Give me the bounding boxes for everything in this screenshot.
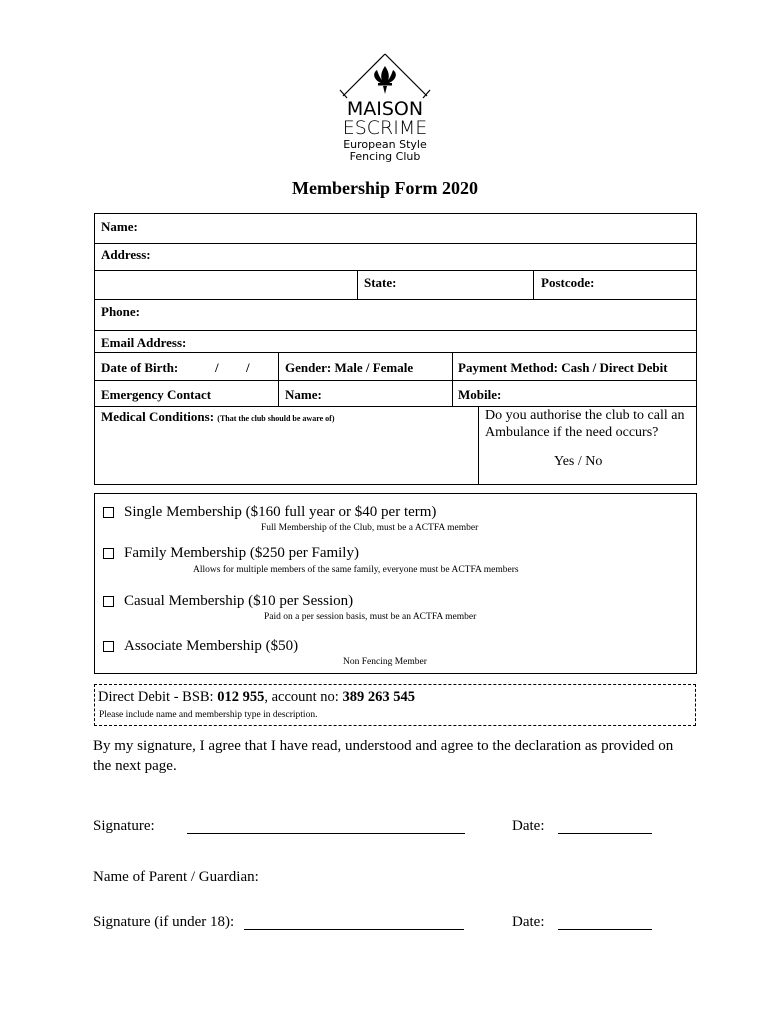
row-divider <box>95 299 696 300</box>
row-divider <box>95 380 696 381</box>
column-divider <box>452 352 453 406</box>
row-divider <box>95 243 696 244</box>
mobile-field[interactable]: Mobile: <box>458 387 502 402</box>
column-divider <box>533 270 534 299</box>
personal-details-table <box>94 213 697 485</box>
membership-description: Non Fencing Member <box>343 657 427 667</box>
date-label-2: Date: <box>512 914 545 930</box>
phone-field[interactable]: Phone: <box>101 304 140 319</box>
parent-name-label: Name of Parent / Guardian: <box>93 869 259 885</box>
checkbox[interactable] <box>103 507 114 518</box>
address-field[interactable]: Address: <box>101 247 151 262</box>
email-field[interactable]: Email Address: <box>101 335 187 350</box>
column-divider <box>478 406 479 484</box>
name-field[interactable]: Name: <box>101 219 138 234</box>
dob-separator: / <box>246 360 250 375</box>
direct-debit-note: Please include name and membership type in description. <box>99 710 318 720</box>
svg-text:ESCRIME: ESCRIME <box>342 117 428 139</box>
state-field[interactable]: State: <box>364 275 397 290</box>
medical-conditions-field[interactable] <box>101 409 335 425</box>
svg-text:European Style: European Style <box>343 138 427 151</box>
signature-line[interactable] <box>187 833 465 834</box>
membership-options-box <box>94 493 697 674</box>
membership-option-casual[interactable] <box>103 593 353 610</box>
membership-description: Full Membership of the Club, must be a ACTFA member <box>261 523 479 533</box>
membership-description: Paid on a per session basis, must be an ACTFA member <box>264 612 477 622</box>
membership-description: Allows for multiple members of the same family, everyone must be ACTFA members <box>193 565 519 575</box>
membership-option-associate[interactable] <box>103 638 298 655</box>
membership-option-single[interactable] <box>103 504 436 521</box>
dob-field[interactable]: Date of Birth: <box>101 360 179 375</box>
fleur-de-lis-crest-icon <box>335 52 435 164</box>
row-divider <box>95 352 696 353</box>
checkbox[interactable] <box>103 596 114 607</box>
ambulance-yes-no-option[interactable]: Yes / No <box>554 454 603 469</box>
account-number: 389 263 545 <box>342 689 415 705</box>
under-18-signature-line[interactable] <box>244 929 464 930</box>
form-title: Membership Form 2020 <box>292 178 478 198</box>
declaration-text: By my signature, I agree that I have read, understood and agree to the declaration as provided on the next page. <box>93 738 674 774</box>
column-divider <box>357 270 358 299</box>
bsb-number: 012 955 <box>217 689 265 705</box>
gender-field[interactable]: Gender: Male / Female <box>285 360 414 375</box>
payment-method-field[interactable]: Payment Method: Cash / Direct Debit <box>458 360 668 375</box>
debit-middle: , account no: <box>264 689 343 705</box>
direct-debit-box <box>94 684 696 726</box>
postcode-field[interactable]: Postcode: <box>541 275 595 290</box>
under-18-signature-label: Signature (if under 18): <box>93 914 235 930</box>
date-line[interactable] <box>558 833 652 834</box>
checkbox[interactable] <box>103 548 114 559</box>
debit-prefix: Direct Debit - BSB: <box>98 689 218 705</box>
svg-text:Fencing Club: Fencing Club <box>349 150 421 163</box>
medical-conditions-label: Medical Conditions: <box>101 409 215 424</box>
membership-label: Single Membership ($160 full year or $40 per term) <box>124 504 437 520</box>
membership-label: Casual Membership ($10 per Session) <box>124 593 354 609</box>
date-label: Date: <box>512 818 545 834</box>
row-divider <box>95 330 696 331</box>
dob-separator: / <box>215 360 219 375</box>
emergency-contact-label: Emergency Contact <box>101 387 212 402</box>
ambulance-question: Do you authorise the club to call an Ambulance if the need occurs? <box>485 408 685 440</box>
membership-label: Associate Membership ($50) <box>124 638 299 654</box>
signature-label: Signature: <box>93 818 155 834</box>
row-divider <box>95 270 696 271</box>
emergency-name-field[interactable]: Name: <box>285 387 322 402</box>
direct-debit-details <box>98 689 415 706</box>
medical-conditions-note: (That the club should be aware of) <box>217 414 335 423</box>
svg-text:MAISON: MAISON <box>346 98 424 120</box>
date-line-2[interactable] <box>558 929 652 930</box>
club-logo <box>335 52 435 164</box>
column-divider <box>278 352 279 406</box>
membership-label: Family Membership ($250 per Family) <box>124 545 359 561</box>
checkbox[interactable] <box>103 641 114 652</box>
membership-option-family[interactable] <box>103 545 359 562</box>
